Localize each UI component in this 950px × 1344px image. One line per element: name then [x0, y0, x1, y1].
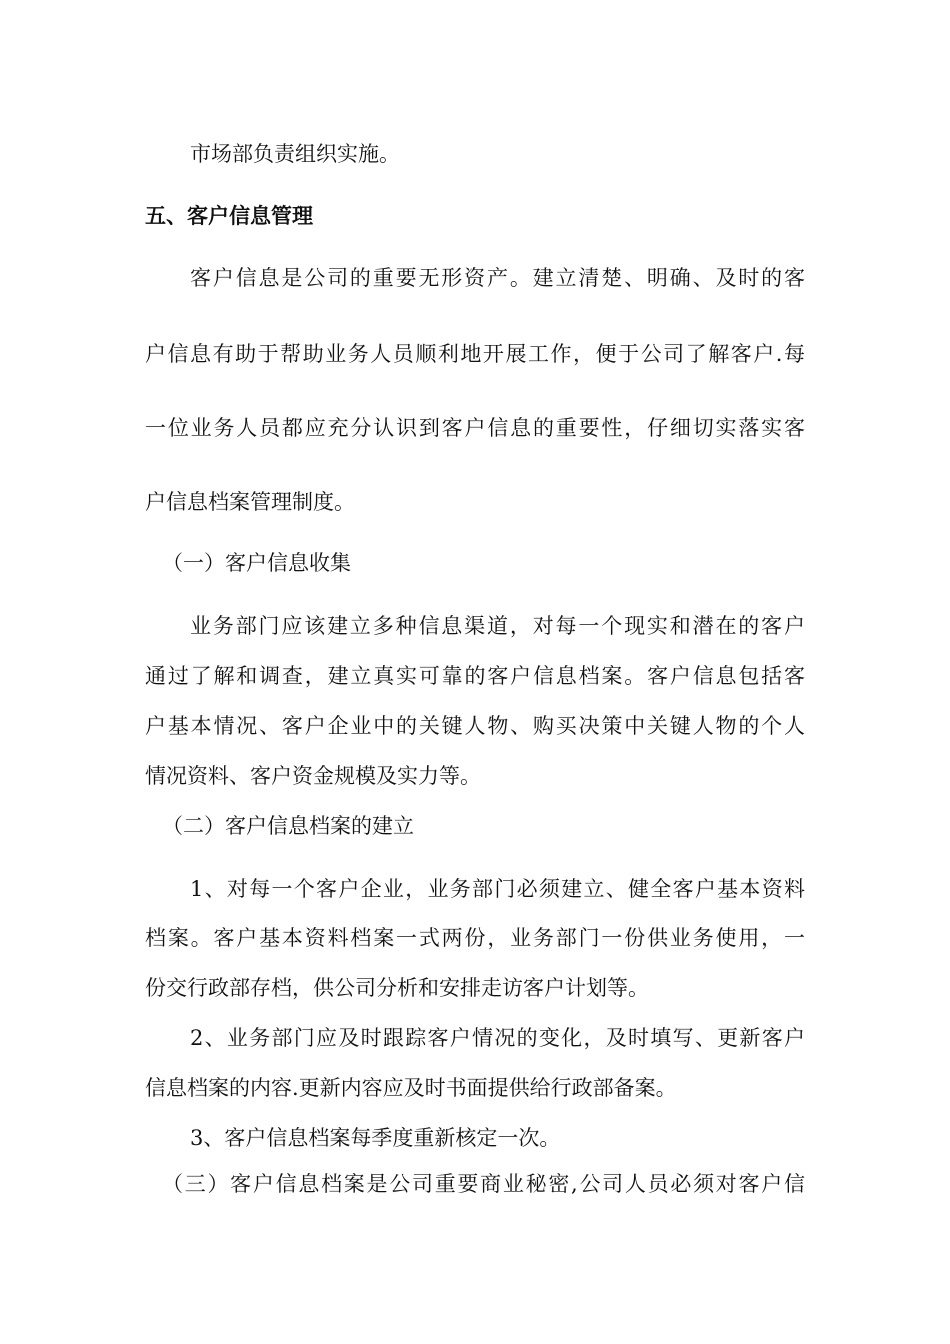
subsection-heading: （三）客户信息档案是公司重要商业秘密,公司人员必须对客户信: [162, 1172, 805, 1196]
paragraph-line: 通过了解和调查，建立真实可靠的客户信息档案。客户信息包括客: [145, 664, 805, 688]
paragraph-line: 信息档案的内容.更新内容应及时书面提供给行政部备案。: [145, 1076, 677, 1100]
paragraph-line: 市场部负责组织实施。: [190, 142, 400, 166]
subsection-heading: （一）客户信息收集: [162, 551, 351, 575]
paragraph-line: 客户信息是公司的重要无形资产。建立清楚、明确、及时的客: [190, 266, 805, 290]
subsection-heading: （二）客户信息档案的建立: [162, 814, 414, 838]
paragraph-line: 一位业务人员都应充分认识到客户信息的重要性，仔细切实落实客: [145, 416, 805, 440]
paragraph-line: 户基本情况、客户企业中的关键人物、购买决策中关键人物的个人: [145, 714, 805, 738]
paragraph-line: 业务部门应该建立多种信息渠道，对每一个现实和潜在的客户: [190, 614, 805, 638]
paragraph-line: 户信息档案管理制度。: [145, 490, 355, 514]
paragraph-line: 份交行政部存档，供公司分析和安排走访客户计划等。: [145, 976, 649, 1000]
paragraph-line: 1、对每一个客户企业，业务部门必须建立、健全客户基本资料: [190, 877, 805, 901]
section-heading: 五、客户信息管理: [145, 203, 313, 228]
paragraph-line: 2、业务部门应及时跟踪客户情况的变化，及时填写、更新客户: [190, 1026, 805, 1050]
paragraph-line: 3、客户信息档案每季度重新核定一次。: [190, 1126, 561, 1150]
paragraph-line: 档案。客户基本资料档案一式两份，业务部门一份供业务使用，一: [145, 926, 805, 950]
paragraph-line: 户信息有助于帮助业务人员顺利地开展工作，便于公司了解客户.每: [145, 342, 805, 366]
paragraph-line: 情况资料、客户资金规模及实力等。: [145, 764, 481, 788]
